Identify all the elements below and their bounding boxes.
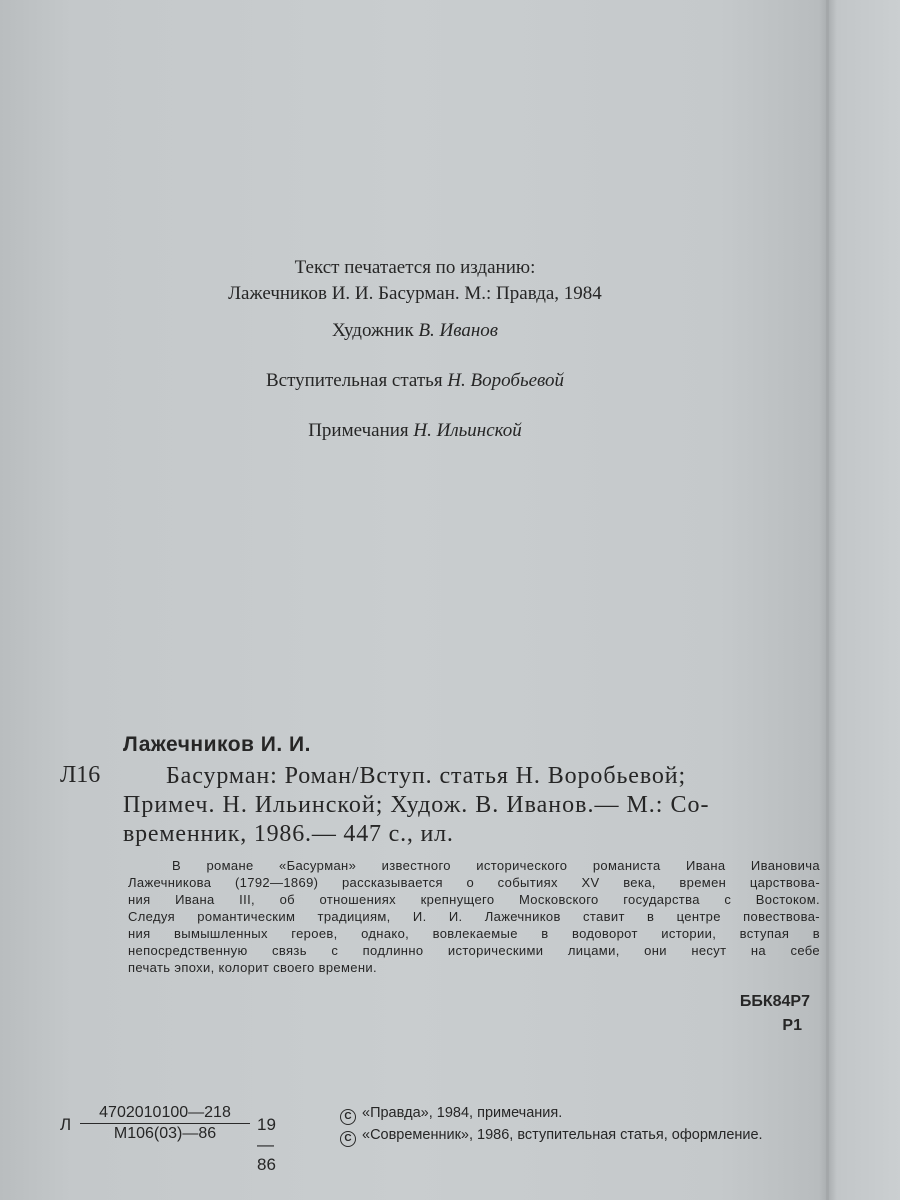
copyright-notice <box>340 1103 763 1147</box>
catalog-index-numerator: 4702010100—218 <box>80 1104 250 1124</box>
catalog-index-letter: Л <box>60 1115 72 1134</box>
credit-notes-name: Н. Ильинской <box>413 420 522 441</box>
catalog-description-line: Басурман: Роман/Вступ. статья Н. Воробьевой; <box>166 763 687 789</box>
credit-intro-role: Вступительная статья <box>265 370 443 391</box>
bbk-code: ББК84Р7 <box>739 993 810 1010</box>
annotation-line: В романе «Басурман» известного исторического романиста Ивана Ивановича <box>172 858 820 873</box>
bbk-subcode: Р1 <box>782 1017 802 1034</box>
catalog-description <box>123 762 823 849</box>
annotation-line: ния Ивана III, об отношениях крепнущего Московского государства с Востоком. <box>128 892 820 907</box>
credit-notes-role: Примечания <box>308 420 409 441</box>
annotation-line: ния вымышленных героев, однако, вовлекаемые в водоворот истории, вступая в <box>128 926 820 941</box>
copyright-line <box>340 1125 763 1147</box>
credit-artist-role: Художник <box>331 320 414 341</box>
catalog-index-fraction <box>80 1104 250 1143</box>
credit-notes <box>0 420 830 442</box>
catalog-code: Л16 <box>60 762 101 788</box>
copyright-text: «Современник», 1986, вступительная статья, оформление. <box>362 1127 763 1143</box>
copyright-line <box>340 1103 763 1125</box>
annotation-line: Лажечникова (1792—1869) рассказывается о событиях XV века, времен царствова- <box>128 875 820 890</box>
bbk-classification <box>700 990 810 1038</box>
annotation-line: печать эпохи, колорит своего времени. <box>128 960 377 975</box>
credit-artist-name: В. Иванов <box>418 320 499 341</box>
annotation-line: Следуя романтическим традициям, И. И. Лажечников ставит в центре повествова- <box>128 909 820 924</box>
catalog-description-line: временник, 1986.— 447 с., ил. <box>123 821 454 847</box>
credit-intro-name: Н. Воробьевой <box>447 370 565 391</box>
catalog-description-line: Примеч. Н. Ильинской; Худож. В. Иванов.— М.: Со- <box>123 792 710 818</box>
copyright-text: «Правда», 1984, примечания. <box>362 1105 563 1121</box>
copyright-icon: C <box>340 1109 356 1125</box>
credit-artist <box>0 320 830 342</box>
book-annotation <box>128 857 820 976</box>
page-edge-shadow <box>826 0 829 1200</box>
catalog-index-denominator: М106(03)—86 <box>113 1125 217 1142</box>
source-edition-reference: Лажечников И. И. Басурман. М.: Правда, 1984 <box>228 283 602 304</box>
credit-introduction <box>0 370 830 392</box>
copyright-icon: C <box>340 1131 356 1147</box>
catalog-author: Лажечников И. И. <box>123 733 311 756</box>
annotation-line: непосредственную связь с подлинно историческими лицами, они несут на себе <box>128 943 820 958</box>
catalog-index-suffix: 19—86 <box>257 1115 276 1174</box>
source-edition-note: Текст печатается по изданию: <box>294 257 536 278</box>
